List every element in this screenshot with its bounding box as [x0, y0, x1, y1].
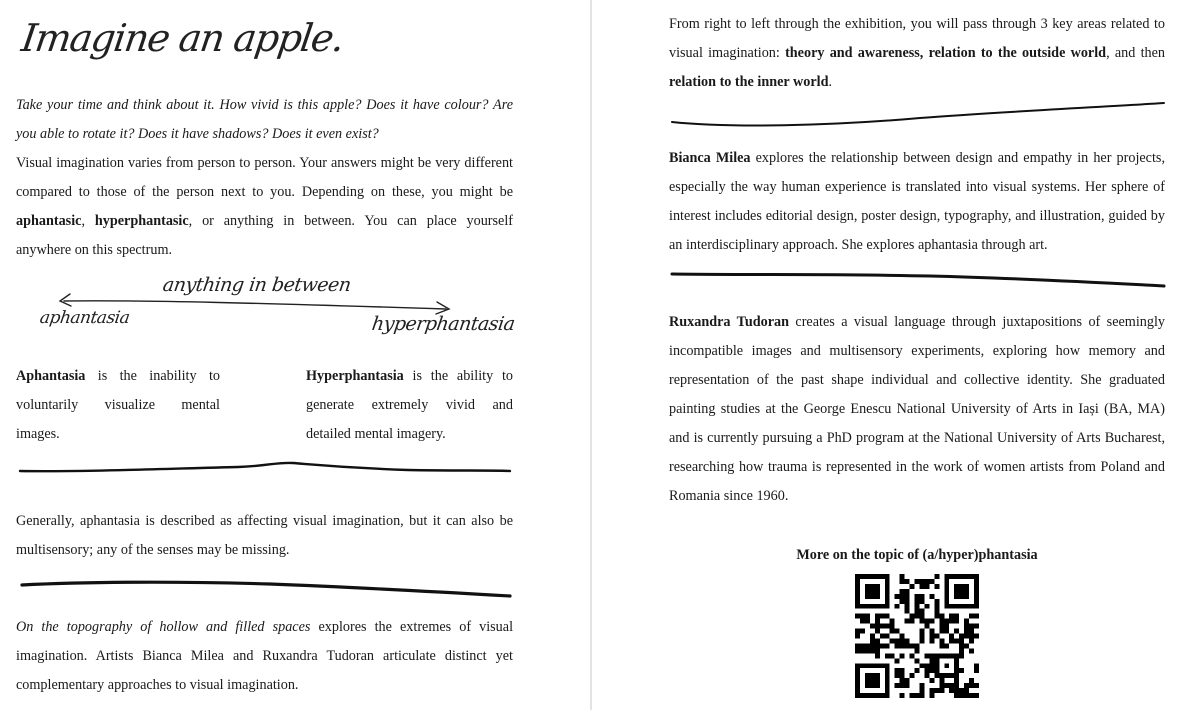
artist-name-ruxandra: Ruxandra Tudoran — [669, 314, 789, 330]
prompt-paragraph: Take your time and think about it. How vivid is this apple? Does it have colour? Are you able to rotate it? Does it have shadows? Does it even exist? — [16, 97, 513, 142]
hyperphantasia-definition: Hyperphantasia is the ability to generate extremely vivid and detailed mental imagery. — [306, 368, 513, 442]
term-aphantasic: aphantasic — [16, 213, 82, 229]
spectrum-right-label: hyperphantasia — [370, 313, 517, 335]
qr-heading: More on the topic of (a/hyper)phantasia — [796, 547, 1038, 563]
artist-name-bianca: Bianca Milea — [669, 150, 751, 166]
spectrum-left-label: aphantasia — [38, 308, 131, 328]
bianca-bio: Bianca Milea explores the relationship between design and empathy in her projects, especially the way human experience is translated into visual systems. Her sphere of interest includes editorial design, poster design, typography, and illustration, guided by an interdisciplinary approach. She explores aphantasia through art. — [669, 150, 1165, 253]
multisensory-paragraph: Generally, aphantasia is described as affecting visual imagination, but it can also be multisensory; any of the senses may be missing. — [16, 513, 513, 558]
aphantasia-definition: Aphantasia is the inability to voluntarily visualize mental images. — [16, 368, 220, 442]
brush-divider — [20, 574, 512, 600]
handwritten-title: Imagine an apple. — [18, 16, 347, 60]
brush-divider — [18, 458, 512, 478]
exhibition-paragraph: On the topography of hollow and filled spaces explores the extremes of visual imagination. Artists Bianca Milea and Ruxandra Tudoran articulate distinct yet complementary approaches to visual imagination. — [16, 619, 514, 693]
intro-paragraph: Visual imagination varies from person to person. Your answers might be very different compared to those of the person next to you. Depending on these, you might be aphantasic, hyperphantasic, or anything in between. You can place yourself anywhere on this spectrum. — [16, 155, 514, 258]
brush-divider — [670, 98, 1166, 132]
qr-code-icon[interactable] — [855, 574, 979, 698]
brush-divider — [670, 266, 1166, 292]
spectrum-middle-label: anything in between — [161, 274, 353, 296]
route-paragraph: From right to left through the exhibition, you will pass through 3 key areas related to visual imagination: theory and awareness, relation to the outside world, and then relation to the inner world. — [669, 16, 1165, 90]
term-hyperphantasic: hyperphantasic — [94, 213, 189, 229]
left-page — [0, 0, 590, 710]
ruxandra-bio: Ruxandra Tudoran creates a visual language through juxtapositions of seemingly incompatible images and multisensory experiments, exploring how memory and representation of the past shape individual and collective identity. She graduated painting studies at the George Enescu National University of Arts in Iași (BA, MA) and is currently pursuing a PhD program at the National University of Arts Bucharest, researching how trauma is represented in the work of women artists from Poland and Romania since 1960. — [669, 314, 1165, 504]
right-page — [592, 0, 1188, 710]
